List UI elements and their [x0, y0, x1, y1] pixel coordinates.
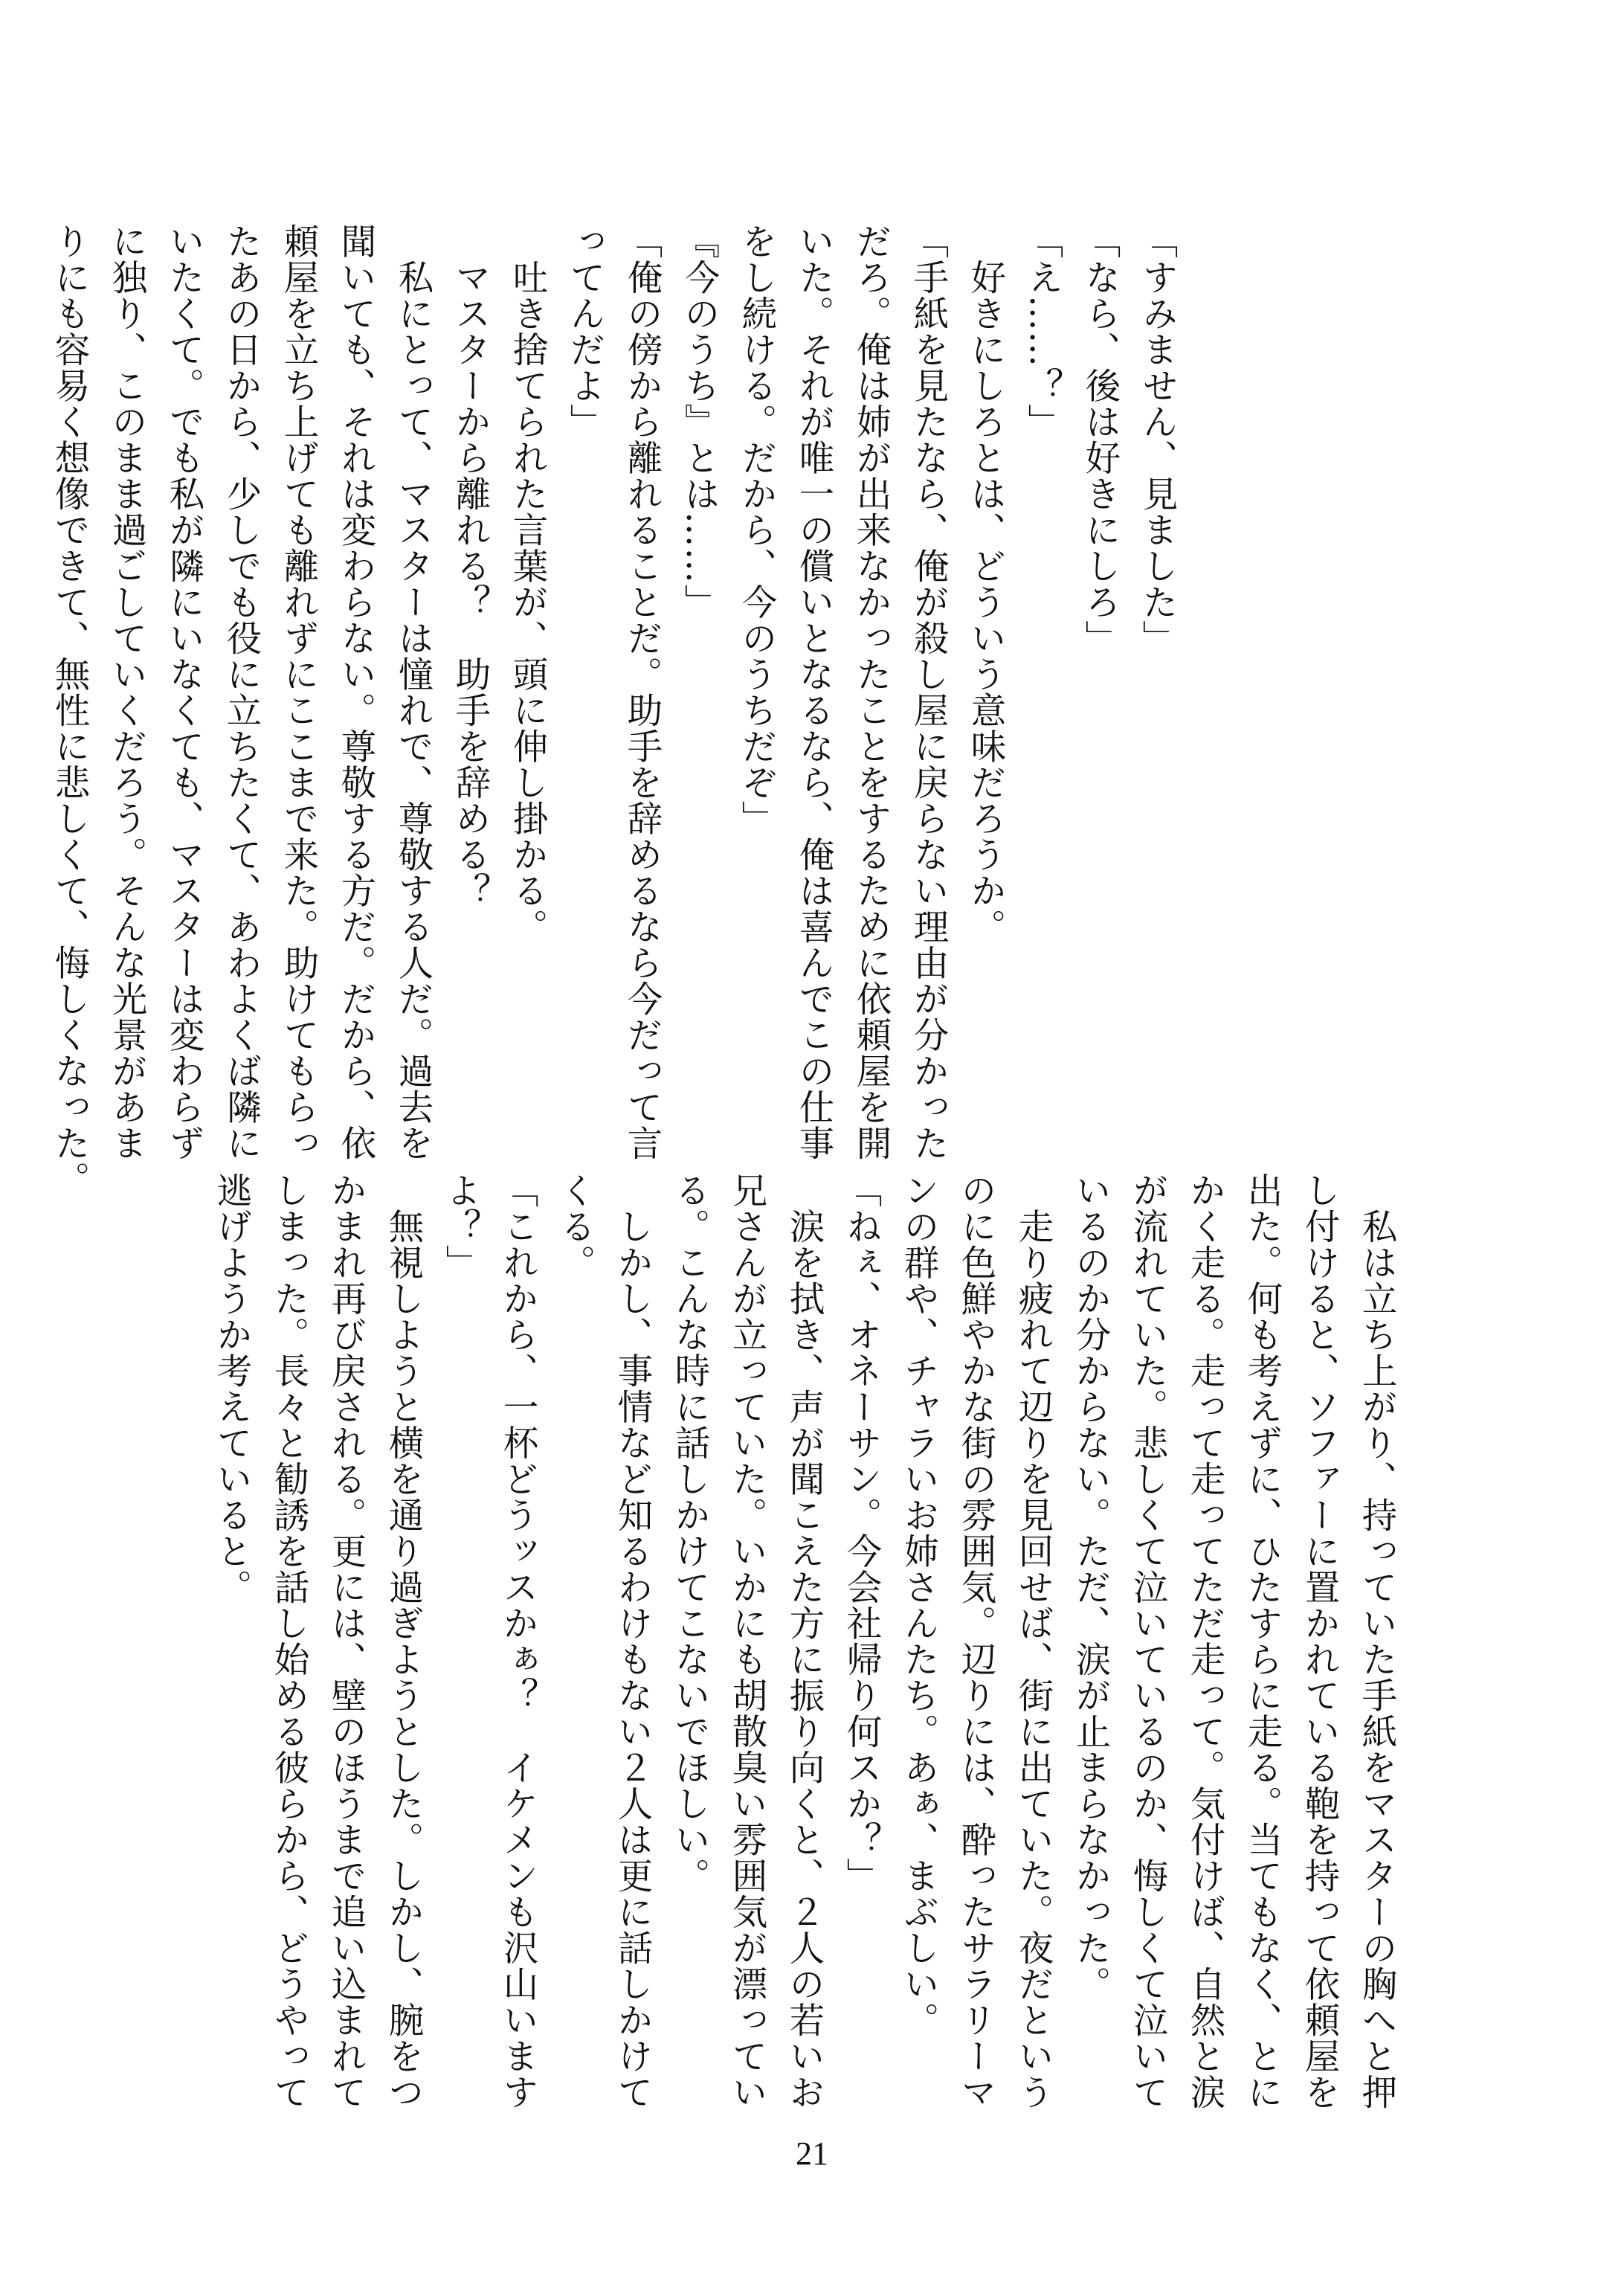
text-line: 無視しようと横を通り過ぎようとした。しかし、腕をつ — [382, 1172, 423, 2110]
text-line: をし続ける。だから、今のうちだぞ」 — [735, 223, 776, 837]
text-line: 『今のうち』とは……」 — [678, 223, 719, 620]
text-line: よ？」 — [439, 1172, 480, 1281]
text-line: マスターから離れる？ 助手を辞める？ — [449, 223, 490, 909]
text-line: に独り、このまま過ごしていくだろう。そんな光景があま — [106, 223, 146, 1161]
text-line: たあの日から、少しでも役に立ちたくて、あわよくば隣に — [220, 223, 261, 1161]
text-line: が流れていた。悲しくて泣いているのか、悔しくて泣いて — [1127, 1172, 1167, 2110]
text-line: ってんだよ」 — [564, 223, 605, 440]
text-line: 兄さんが立っていた。いかにも胡散臭い雰囲気が漂ってい — [726, 1172, 767, 2110]
text-line: いたくて。でも私が隣にいなくても、マスターは変わらず — [163, 223, 204, 1161]
text-line: 吐き捨てられた言葉が、頭に伸し掛かる。 — [506, 223, 547, 945]
text-line: 「ねぇ、オネーサン。今会社帰り何スか？」 — [840, 1172, 881, 1894]
text-line: 聞いても、それは変わらない。尊敬する方だ。だから、依 — [335, 223, 376, 1161]
text-line: し付けると、ソファーに置かれている鞄を持って依頼屋を — [1298, 1172, 1339, 2110]
text-line: かく走る。走って走ってただ走って。気付けば、自然と涙 — [1184, 1172, 1225, 2110]
text-line: いるのか分からない。ただ、涙が止まらなかった。 — [1069, 1172, 1110, 2002]
text-line: かまれ再び戻される。更には、壁のほうまで追い込まれて — [325, 1172, 366, 2110]
text-line: 「なら、後は好きにしろ」 — [1079, 223, 1120, 656]
text-line: 私にとって、マスターは憧れで、尊敬する人だ。過去を — [392, 223, 433, 1161]
text-line: 「すみません、見ました」 — [1136, 223, 1177, 656]
text-line: りにも容易く想像できて、無性に悲しくて、悔しくなった。 — [48, 223, 89, 1197]
text-line: しかし、事情など知るわけもない２人は更に話しかけて — [611, 1172, 652, 2110]
text-line: 涙を拭き、声が聞こえた方に振り向くと、２人の若いお — [783, 1172, 824, 2110]
text-line: る。こんな時に話しかけてこないでほしい。 — [668, 1172, 709, 1894]
text-line: くる。 — [554, 1172, 595, 1281]
text-block-bottom — [210, 1172, 1405, 2110]
text-line: 好きにしろとは、どういう意味だろうか。 — [964, 223, 1005, 945]
text-line: 走り疲れて辺りを見回せば、街に出ていた。夜だという — [1012, 1172, 1053, 2110]
text-block-top — [48, 223, 1185, 1197]
page-number: 21 — [796, 2135, 828, 2172]
text-line: だろ。俺は姉が出来なかったことをするために依頼屋を開 — [850, 223, 891, 1161]
text-line: いた。それが唯一の償いとなるなら、俺は喜んでこの仕事 — [793, 223, 834, 1161]
text-line: 私は立ち上がり、持っていた手紙をマスターの胸へと押 — [1356, 1172, 1396, 2110]
text-line: 「え……？」 — [1022, 223, 1063, 440]
text-line: 頼屋を立ち上げても離れずにここまで来た。助けてもらっ — [277, 223, 318, 1161]
text-line: 「手紙を見たなら、俺が殺し屋に戻らない理由が分かった — [907, 223, 948, 1161]
text-line: 「これから、一杯どうッスかぁ？ イケメンも沢山います — [497, 1172, 538, 2110]
text-line: 「俺の傍から離れることだ。助手を辞めるなら今だって言 — [621, 223, 662, 1161]
text-line: ンの群や、チャラいお姉さんたち。あぁ、まぶしい。 — [898, 1172, 938, 2038]
text-line: 逃げようか考えていると。 — [210, 1172, 251, 1605]
text-line: のに色鮮やかな街の雰囲気。辺りには、酔ったサラリーマ — [955, 1172, 996, 2110]
text-line: しまった。長々と勧誘を話し始める彼らから、どうやって — [268, 1172, 309, 2110]
text-line: 出た。何も考えずに、ひたすらに走る。当てもなく、とに — [1241, 1172, 1282, 2110]
